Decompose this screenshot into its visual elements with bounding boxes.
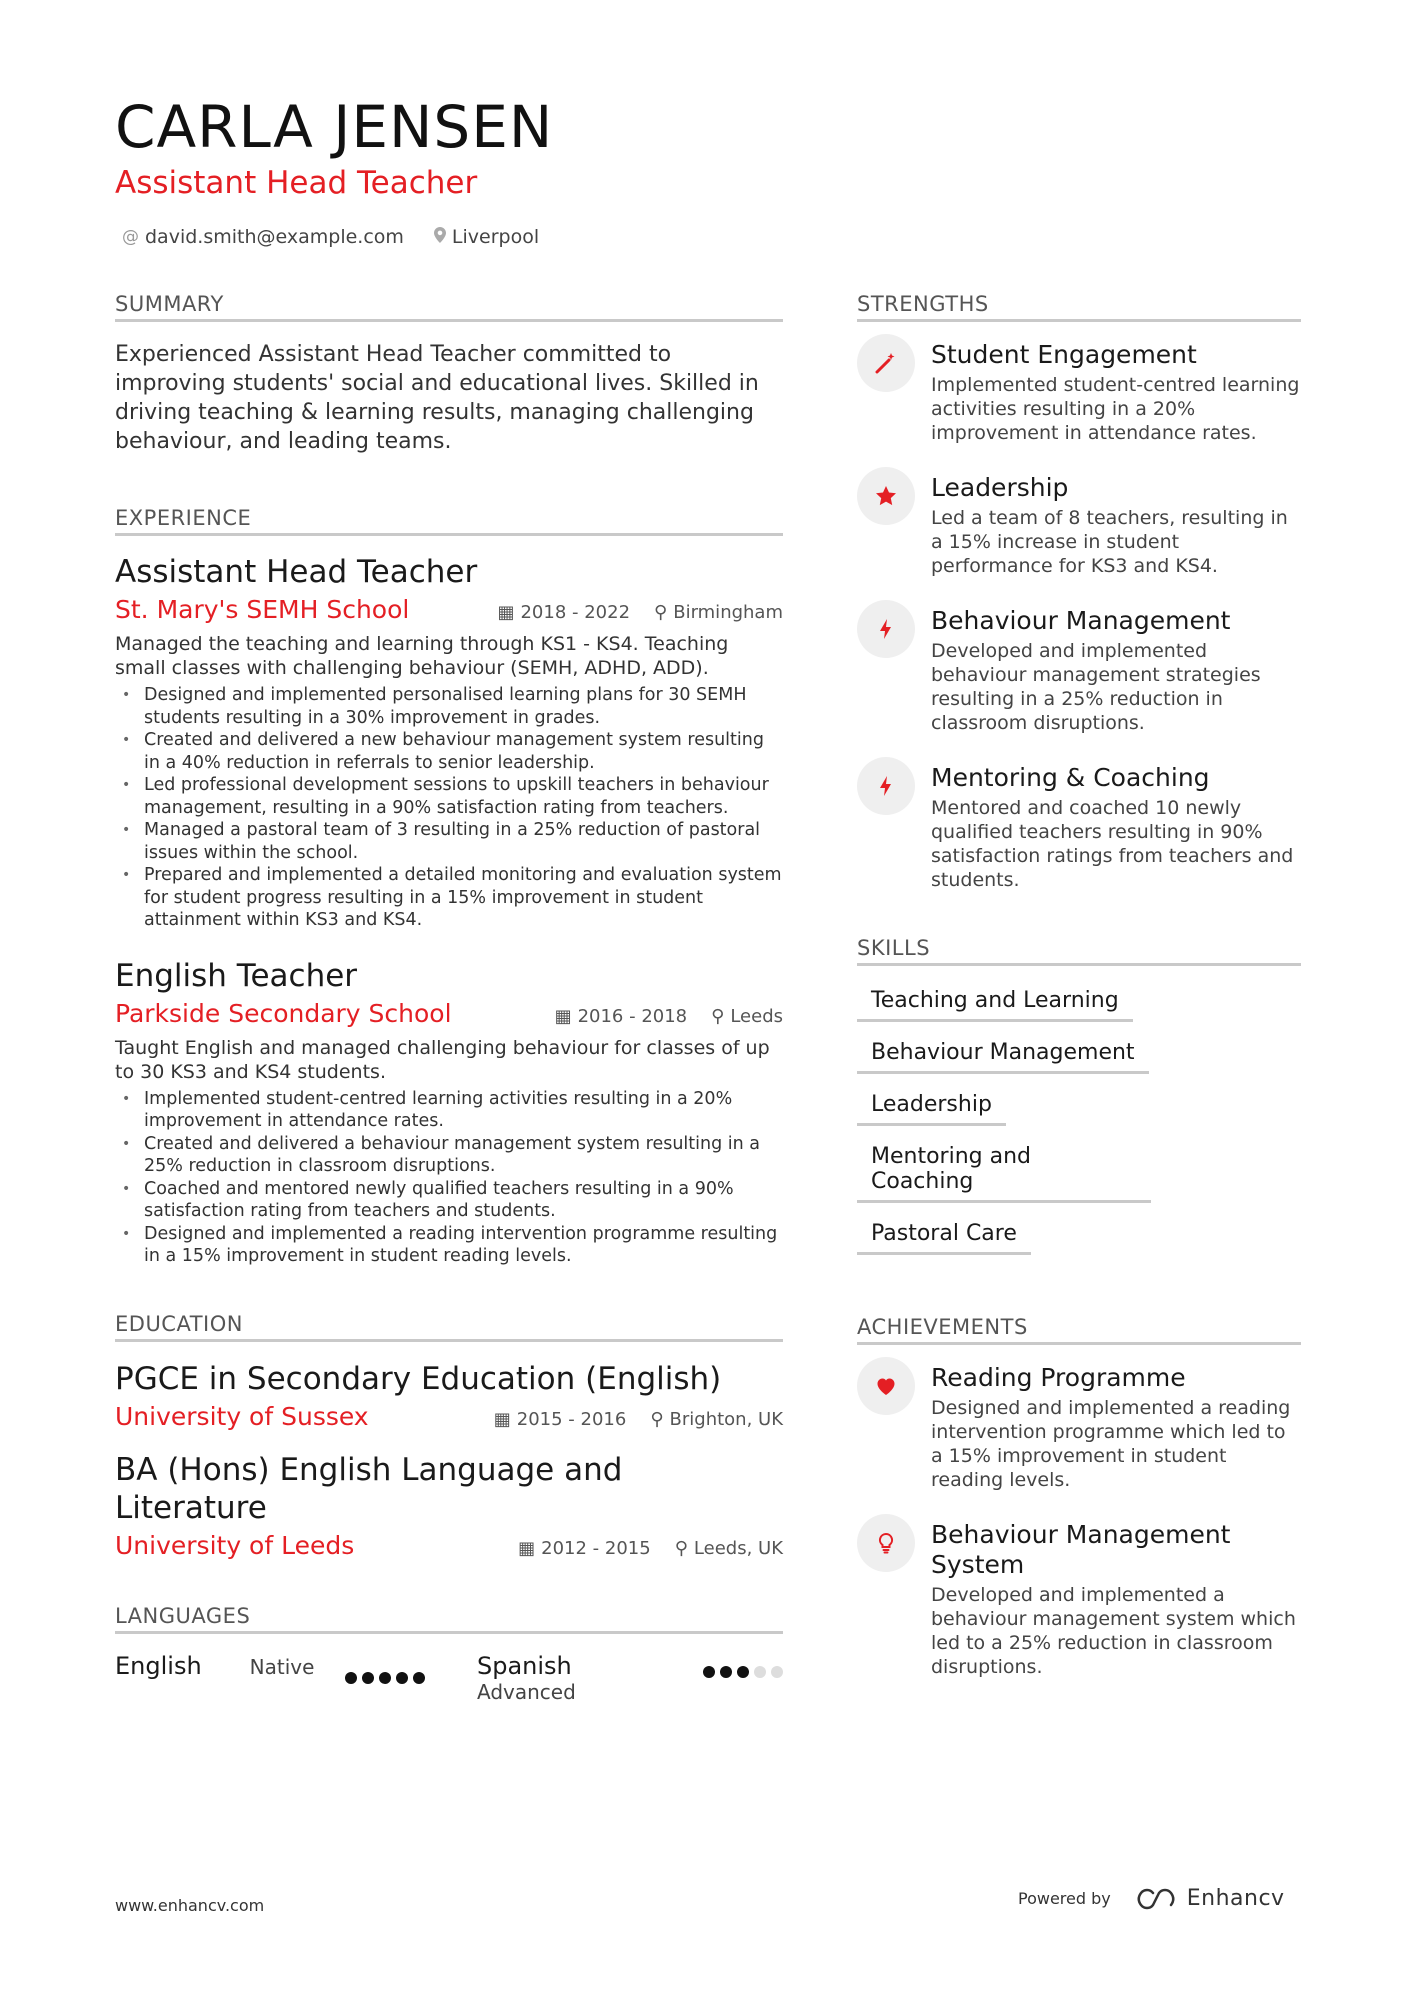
location-item bbox=[434, 226, 539, 248]
language-text bbox=[477, 1652, 576, 1704]
job-meta bbox=[115, 999, 783, 1028]
strength-title: Student Engagement bbox=[931, 340, 1197, 369]
job-description: Managed the teaching and learning through KS1 - KS4. Teaching small classes with challenging behaviour (SEMH, ADHD, ADD). bbox=[115, 633, 729, 680]
achievements-heading: ACHIEVEMENTS bbox=[857, 1315, 1301, 1345]
strengths-heading: STRENGTHS bbox=[857, 292, 1301, 322]
magic-wand-icon bbox=[857, 334, 915, 392]
rating-dot bbox=[771, 1666, 783, 1678]
job-title: Assistant Head Teacher bbox=[115, 554, 478, 590]
strength-text bbox=[931, 340, 1301, 445]
job-dates-text: 2018 - 2022 bbox=[520, 602, 631, 624]
left-column bbox=[115, 292, 783, 1704]
summary-heading: SUMMARY bbox=[115, 292, 783, 322]
skill-tag: Pastoral Care bbox=[857, 1217, 1031, 1255]
bullet-item: • Designed and implemented personalised learning plans for 30 SEMH students resulting in a 30% improvement in grades. bbox=[115, 684, 783, 729]
school-name: University of Sussex bbox=[115, 1401, 369, 1431]
strength-item bbox=[857, 473, 1301, 578]
skills-list bbox=[857, 984, 1301, 1255]
bullet-item: • Implemented student-centred learning activities resulting in a 20% improvement in attendance rates. bbox=[115, 1088, 783, 1133]
email-text: david.smith@example.com bbox=[145, 226, 404, 248]
education-dates bbox=[518, 1538, 651, 1559]
heart-icon bbox=[857, 1357, 915, 1415]
job-entry bbox=[115, 958, 783, 1268]
achievement-title: Reading Programme bbox=[931, 1363, 1186, 1392]
job-info bbox=[497, 602, 783, 623]
star-icon bbox=[857, 467, 915, 525]
education-location bbox=[650, 1409, 783, 1430]
achievement-title: Behaviour Management System bbox=[931, 1520, 1231, 1579]
job-location-text: Leeds bbox=[730, 1005, 783, 1027]
strength-title: Mentoring & Coaching bbox=[931, 763, 1210, 792]
languages-heading: LANGUAGES bbox=[115, 1604, 783, 1634]
job-title: English Teacher bbox=[115, 957, 358, 994]
school-name: University of Leeds bbox=[115, 1530, 355, 1560]
lightning-icon bbox=[857, 600, 915, 658]
rating-dot bbox=[345, 1672, 357, 1684]
bullet-item: • Led professional development sessions to upskill teachers in behaviour management, resulting in a 90% satisfaction rating from teachers. bbox=[115, 774, 783, 819]
location-pin-icon: ⚲ bbox=[711, 1005, 725, 1027]
brand-logo[interactable] bbox=[1133, 1886, 1285, 1911]
skills-heading: SKILLS bbox=[857, 936, 1301, 966]
strength-text bbox=[931, 606, 1301, 735]
education-location-text: Leeds, UK bbox=[693, 1537, 783, 1559]
language-text bbox=[115, 1652, 314, 1704]
location-text: Liverpool bbox=[451, 226, 540, 248]
job-info bbox=[555, 1006, 783, 1027]
skill-tag: Behaviour Management bbox=[857, 1036, 1149, 1074]
degree-title: BA (Hons) English Language and Literature bbox=[115, 1451, 623, 1526]
brand-name: Enhancv bbox=[1186, 1886, 1285, 1911]
rating-dot bbox=[703, 1666, 715, 1678]
strength-description: Mentored and coached 10 newly qualified teachers resulting in 90% satisfaction ratings from teachers and students. bbox=[931, 797, 1294, 891]
calendar-icon: ▦ bbox=[497, 602, 515, 624]
achievement-item bbox=[857, 1520, 1301, 1679]
languages-list bbox=[115, 1652, 783, 1704]
job-organization: St. Mary's SEMH School bbox=[115, 595, 410, 625]
calendar-icon: ▦ bbox=[493, 1408, 511, 1430]
footer-website[interactable]: www.enhancv.com bbox=[115, 1896, 265, 1915]
language-rating bbox=[703, 1666, 783, 1678]
candidate-role: Assistant Head Teacher bbox=[115, 165, 478, 201]
at-icon: @ bbox=[122, 227, 139, 247]
education-dates bbox=[494, 1409, 627, 1430]
education-heading: EDUCATION bbox=[115, 1312, 783, 1342]
bullet-item: • Managed a pastoral team of 3 resulting in a 25% reduction of pastoral issues within the school. bbox=[115, 819, 783, 864]
enhancv-logo-icon bbox=[1133, 1887, 1179, 1911]
location-pin-icon: ⚲ bbox=[674, 1537, 688, 1559]
education-meta bbox=[115, 1531, 783, 1560]
lightning-icon bbox=[857, 757, 915, 815]
job-location bbox=[711, 1006, 783, 1027]
calendar-icon: ▦ bbox=[554, 1005, 572, 1027]
strength-text bbox=[931, 763, 1301, 892]
rating-dot bbox=[413, 1672, 425, 1684]
skill-tag: Teaching and Learning bbox=[857, 984, 1133, 1022]
education-dates-text: 2015 - 2016 bbox=[516, 1408, 627, 1430]
achievement-description: Developed and implemented a behaviour management system which led to a 25% reduction in classroom disruptions. bbox=[931, 1584, 1296, 1678]
bullet-item: • Prepared and implemented a detailed monitoring and evaluation system for student progress resulting in a 15% improvement in student attainment within KS3 and KS4. bbox=[115, 864, 783, 932]
education-entry bbox=[115, 1451, 783, 1560]
strength-item bbox=[857, 340, 1301, 445]
skill-tag: Mentoring and Coaching bbox=[857, 1140, 1151, 1203]
strength-item bbox=[857, 606, 1301, 735]
rating-dot bbox=[720, 1666, 732, 1678]
strength-description: Developed and implemented behaviour management strategies resulting in a 25% reduction in classroom disruptions. bbox=[931, 640, 1261, 734]
language-item bbox=[115, 1652, 425, 1704]
rating-dot bbox=[362, 1672, 374, 1684]
language-rating bbox=[345, 1652, 425, 1704]
education-location-text: Brighton, UK bbox=[669, 1408, 783, 1430]
language-name: English bbox=[115, 1651, 202, 1680]
language-name: Spanish bbox=[477, 1651, 572, 1680]
location-pin-icon: ⚲ bbox=[654, 602, 668, 624]
contact-bar bbox=[122, 226, 539, 248]
strength-description: Implemented student-centred learning activities resulting in a 20% improvement in attendance rates. bbox=[931, 374, 1300, 444]
education-location bbox=[675, 1538, 783, 1559]
powered-by-label: Powered by bbox=[1018, 1889, 1111, 1908]
calendar-icon: ▦ bbox=[518, 1537, 536, 1559]
strength-text bbox=[931, 473, 1301, 578]
education-entry bbox=[115, 1360, 783, 1431]
job-bullets bbox=[115, 1088, 783, 1268]
job-dates bbox=[497, 602, 630, 623]
bullet-item: • Created and delivered a behaviour management system resulting in a 25% reduction in classroom disruptions. bbox=[115, 1133, 783, 1178]
language-item bbox=[477, 1652, 783, 1704]
job-location bbox=[654, 602, 783, 623]
rating-dot bbox=[754, 1666, 766, 1678]
achievement-text bbox=[931, 1363, 1301, 1492]
language-level: Advanced bbox=[477, 1679, 576, 1704]
footer-branding bbox=[1018, 1886, 1285, 1911]
location-pin-icon: ⚲ bbox=[650, 1408, 664, 1430]
language-level: Native bbox=[249, 1654, 315, 1679]
education-info bbox=[494, 1409, 783, 1430]
degree-title: PGCE in Secondary Education (English) bbox=[115, 1360, 722, 1397]
skill-tag: Leadership bbox=[857, 1088, 1006, 1126]
achievement-text bbox=[931, 1520, 1301, 1679]
lightbulb-icon bbox=[857, 1514, 915, 1572]
job-meta bbox=[115, 595, 783, 624]
achievement-description: Designed and implemented a reading intervention programme which led to a 15% improvement in student reading levels. bbox=[931, 1397, 1291, 1491]
strength-item bbox=[857, 763, 1301, 892]
education-meta bbox=[115, 1402, 783, 1431]
job-dates bbox=[555, 1006, 688, 1027]
experience-heading: EXPERIENCE bbox=[115, 506, 783, 536]
candidate-name: CARLA JENSEN bbox=[115, 93, 554, 161]
bullet-item: • Designed and implemented a reading intervention programme resulting in a 15% improvement in student reading levels. bbox=[115, 1223, 783, 1268]
strength-title: Leadership bbox=[931, 473, 1069, 502]
achievement-item bbox=[857, 1363, 1301, 1492]
location-pin-icon bbox=[434, 227, 446, 248]
right-column bbox=[857, 292, 1301, 1707]
rating-dot bbox=[396, 1672, 408, 1684]
job-location-text: Birmingham bbox=[673, 602, 783, 624]
job-bullets bbox=[115, 684, 783, 932]
education-dates-text: 2012 - 2015 bbox=[541, 1537, 651, 1559]
job-organization: Parkside Secondary School bbox=[115, 998, 452, 1028]
rating-dot bbox=[379, 1672, 391, 1684]
strength-title: Behaviour Management bbox=[931, 606, 1231, 635]
bullet-item: • Created and delivered a new behaviour management system resulting in a 40% reduction in referrals to senior leadership. bbox=[115, 729, 783, 774]
summary-text: Experienced Assistant Head Teacher committed to improving students' social and educational lives. Skilled in driving teaching & learning results, managing challenging behaviour, and leading teams. bbox=[115, 342, 759, 454]
strength-description: Led a team of 8 teachers, resulting in a 15% increase in student performance for KS3 and KS4. bbox=[931, 507, 1288, 577]
job-entry bbox=[115, 554, 783, 932]
email-item[interactable] bbox=[122, 226, 404, 248]
education-info bbox=[518, 1538, 783, 1559]
bullet-item: • Coached and mentored newly qualified teachers resulting in a 90% satisfaction rating from teachers and students. bbox=[115, 1178, 783, 1223]
job-dates-text: 2016 - 2018 bbox=[577, 1005, 688, 1027]
job-description: Taught English and managed challenging behaviour for classes of up to 30 KS3 and KS4 students. bbox=[115, 1036, 770, 1083]
rating-dot bbox=[737, 1666, 749, 1678]
